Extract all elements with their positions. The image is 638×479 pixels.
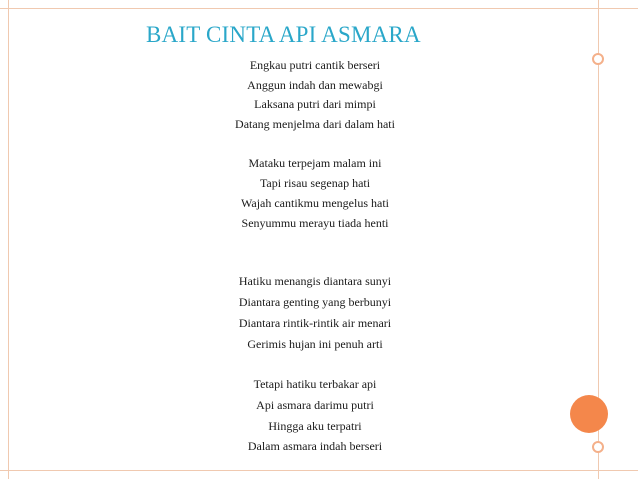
poem-line: Laksana putri dari mimpi xyxy=(254,97,376,111)
poem-line: Diantara rintik-rintik air menari xyxy=(238,316,392,330)
poem-line: Anggun indah dan mewabgi xyxy=(247,78,383,92)
poem-line: Diantara genting yang berbunyi xyxy=(238,295,392,309)
frame-line-top xyxy=(0,8,638,9)
poem-line: Tapi risau segenap hati xyxy=(259,176,371,190)
poem-line: Wajah cantikmu mengelus hati xyxy=(241,196,389,210)
poem-line: Dalam asmara indah berseri xyxy=(247,439,383,453)
poem-line: Senyummu merayu tiada henti xyxy=(241,216,389,230)
decor-large-circle xyxy=(570,395,608,433)
poem-line: Hatiku menangis diantara sunyi xyxy=(238,274,392,288)
poem-line: Hingga aku terpatri xyxy=(268,419,362,433)
slide-title: BAIT CINTA API ASMARA xyxy=(146,22,421,47)
poem-line: Api asmara darimu putri xyxy=(256,398,374,412)
poem-line: Mataku terpejam malam ini xyxy=(248,156,382,170)
poem-line: Engkau putri cantik berseri xyxy=(249,58,381,72)
frame-line-left xyxy=(8,0,9,479)
decor-small-circle-bottom xyxy=(592,441,604,453)
poem-line: Datang menjelma dari dalam hati xyxy=(235,117,395,131)
poem-line: Tetapi hatiku terbakar api xyxy=(253,377,377,391)
frame-line-bottom xyxy=(0,470,638,471)
decor-small-circle-top xyxy=(592,53,604,65)
poem-line: Gerimis hujan ini penuh arti xyxy=(247,337,383,351)
